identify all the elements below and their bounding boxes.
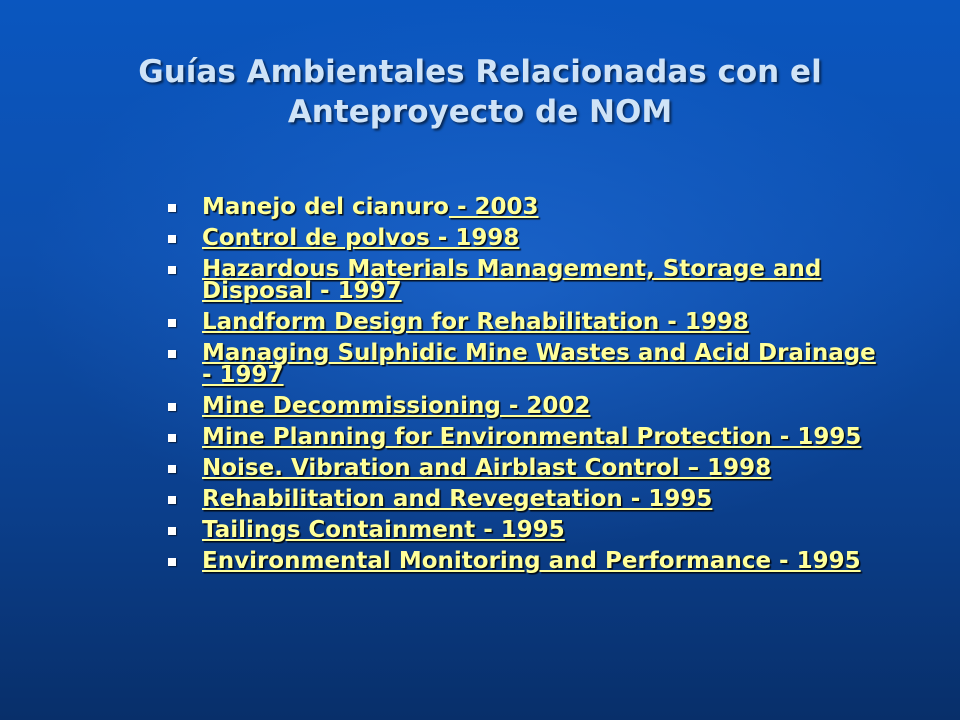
guide-link[interactable]: Environmental Monitoring and Performance - 1995 bbox=[202, 548, 861, 574]
square-bullet-icon bbox=[168, 235, 176, 243]
square-bullet-icon bbox=[168, 350, 176, 358]
square-bullet-icon bbox=[168, 204, 176, 212]
list-item bbox=[162, 342, 892, 386]
list-item bbox=[162, 395, 892, 417]
guide-link[interactable]: Landform Design for Rehabilitation - 1998 bbox=[202, 309, 749, 335]
list-item bbox=[162, 258, 892, 302]
guide-link[interactable]: Managing Sulphidic Mine Wastes and Acid Drainage - 1997 bbox=[202, 340, 876, 388]
guide-link[interactable]: Hazardous Materials Management, Storage and Disposal - 1997 bbox=[202, 256, 822, 304]
guide-list bbox=[162, 196, 892, 581]
list-item bbox=[162, 426, 892, 448]
guide-link[interactable]: - 2003 bbox=[448, 194, 539, 220]
square-bullet-icon bbox=[168, 558, 176, 566]
list-item bbox=[162, 196, 892, 218]
slide-title-line-1: Guías Ambientales Relacionadas con el bbox=[138, 54, 822, 90]
square-bullet-icon bbox=[168, 266, 176, 274]
guide-link[interactable]: Rehabilitation and Revegetation - 1995 bbox=[202, 486, 713, 512]
list-item bbox=[162, 519, 892, 541]
guide-link[interactable]: Control de polvos - 1998 bbox=[202, 225, 520, 251]
square-bullet-icon bbox=[168, 496, 176, 504]
slide-title bbox=[60, 52, 900, 132]
square-bullet-icon bbox=[168, 527, 176, 535]
guide-link[interactable]: Mine Planning for Environmental Protection - 1995 bbox=[202, 424, 862, 450]
list-item bbox=[162, 550, 892, 572]
square-bullet-icon bbox=[168, 403, 176, 411]
list-item bbox=[162, 311, 892, 333]
list-item-text: Manejo del cianuro bbox=[202, 194, 449, 220]
square-bullet-icon bbox=[168, 319, 176, 327]
list-item bbox=[162, 488, 892, 510]
square-bullet-icon bbox=[168, 465, 176, 473]
list-item bbox=[162, 457, 892, 479]
slide-title-line-2: Anteproyecto de NOM bbox=[287, 94, 673, 130]
guide-link[interactable]: Tailings Containment - 1995 bbox=[202, 517, 565, 543]
list-item bbox=[162, 227, 892, 249]
square-bullet-icon bbox=[168, 434, 176, 442]
guide-link[interactable]: Noise. Vibration and Airblast Control – 1998 bbox=[202, 455, 772, 481]
guide-link[interactable]: Mine Decommissioning - 2002 bbox=[202, 393, 591, 419]
